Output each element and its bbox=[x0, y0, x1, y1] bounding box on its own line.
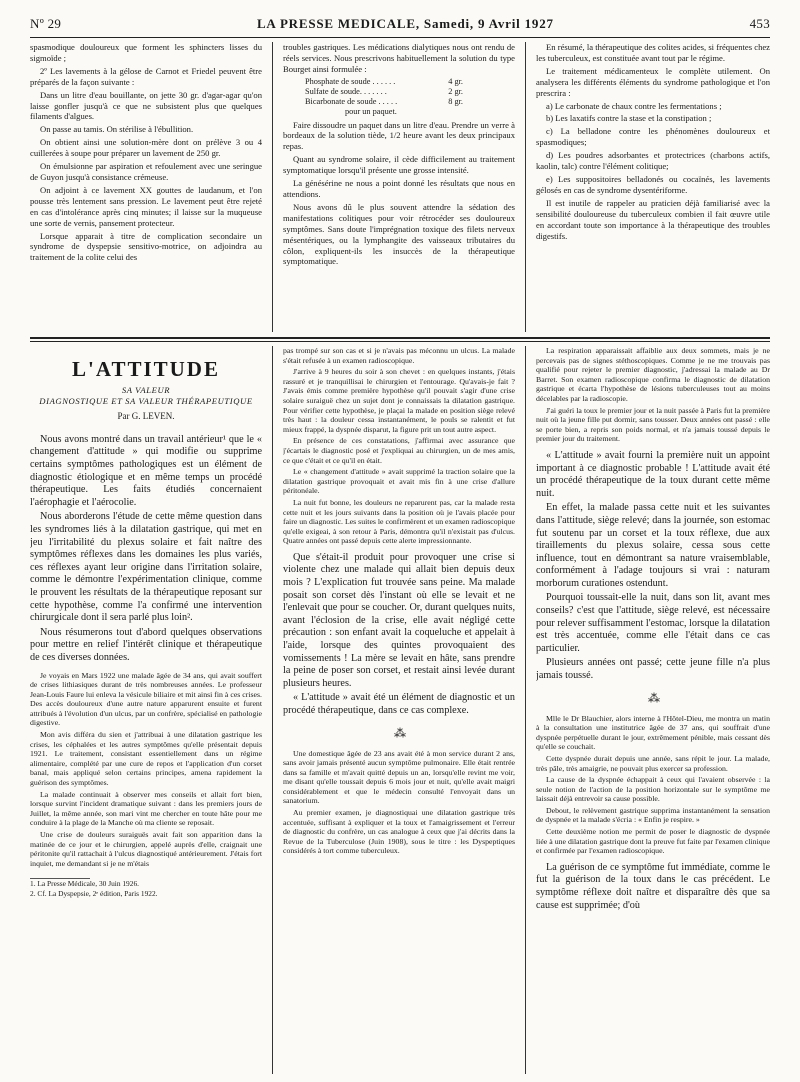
paragraph: La respiration apparaissait affaiblie aux deux sommets, mais je ne percevais pas de signes stéthoscopiques. Comme je ne me trouvais pas qualifié pour rejeter le premier diagnostic, j'adressai la malade au Dr Barret. Son examen radioscopique confirma le diagnostic de dilatation gastrique et écarta l'hypothèse de lésions tuberculeuses tout au moins décelables par la radioscopie. bbox=[536, 346, 770, 403]
column-divider bbox=[272, 346, 273, 1074]
formula-row: Phosphate de soude . . . . . . 4 gr. bbox=[305, 76, 463, 86]
paragraph: La génésérine ne nous a point donné les résultats que nous en attendions. bbox=[283, 178, 515, 199]
paragraph: a) Le carbonate de chaux contre les fermentations ; bbox=[546, 100, 722, 111]
column-divider bbox=[525, 42, 526, 332]
article-column-2 bbox=[283, 346, 515, 1076]
paragraph: « L'attitude » avait été un élément de diagnostic et un procédé thérapeutique, dans ce cas complexe. bbox=[283, 692, 515, 716]
paragraph: Le « changement d'attitude » avait supprimé la traction solaire que la dilatation gastrique provoquait et avait mis fin à une crise d'allure péritonéale. bbox=[283, 467, 515, 496]
paragraph: « L'attitude » avait fourni la première nuit un appoint important à ce diagnostic probable ! L'attitude avait été un procédé thérapeutique de la toux durant cette même nuit. bbox=[536, 449, 770, 499]
formula-table bbox=[305, 77, 515, 118]
paragraph: Une domestique âgée de 23 ans avait été à mon service durant 2 ans, sans avoir jamais présenté aucun symptôme pulmonaire. Elle était rentrée dans sa famille et m'avait quitté depuis un an, lorsqu'elle revint me voir, me disant qu'elle toussait depuis 6 mois jour et nuit, qu'elle avait maigri considérablement et que le médecin consulté l'envoyait dans un sanatorium. bbox=[283, 748, 515, 806]
section-asterism: ⁂ bbox=[648, 690, 658, 705]
paragraph: pas trompé sur son cas et si je n'avais pas méconnu un ulcus. La malade s'était refusée à un examen radioscopique. bbox=[283, 346, 515, 365]
paragraph: Quant au syndrome solaire, il cède difficilement au traitement symptomatique lorsqu'il présente une grosse intensité. bbox=[283, 154, 515, 176]
article-subtitle: SA VALEUR bbox=[121, 384, 171, 395]
paragraph: Dans un litre d'eau bouillante, on jette 30 gr. d'agar-agar qu'on laisse gonfler jusqu'à ce que ne subsistent plus que quelques filaments d'algues. bbox=[30, 89, 262, 122]
issue-number: Nº 29 bbox=[30, 16, 62, 31]
paragraph: La malade continuait à observer mes conseils et allait fort bien, lorsque survint l'incident dramatique suivant : dans les premiers jours de Juillet, la même année, son mari vint me chercher en toute hâte pour me conduire à la plage de la Manche où ma cliente se reposait. bbox=[30, 789, 262, 828]
formula-row: Bicarbonate de soude . . . . . 8 gr. bbox=[305, 97, 463, 107]
paragraph: Faire dissoudre un paquet dans un litre d'eau. Prendre un verre à bordeaux de la solution tiède, 1/2 heure avant les deux principaux repas. bbox=[283, 119, 515, 152]
paragraph: Mlle le Dr Blauchier, alors interne à l'Hôtel-Dieu, me montra un matin à la consultation une institutrice âgée de 37 ans, qui souffrait d'une dyspnée perpétuelle durant le jour, extrêmement pénible, mais cessant dès qu'elle se couchait. bbox=[536, 713, 770, 752]
paragraph: Le traitement médicamenteux le complète utilement. On analysera les différents éléments du syndrome pathologique et l'on prescrira : bbox=[536, 65, 770, 98]
section-rule bbox=[30, 341, 770, 342]
paragraph: troubles gastriques. Les médications dialytiques nous ont rendu de réels services. Nous prescrivons habituellement la solution du type Bourget ainsi formulée : bbox=[283, 42, 515, 74]
paragraph: spasmodique douloureux que forment les sphincters lisses du sigmoïde ; bbox=[30, 42, 262, 63]
column-divider bbox=[525, 346, 526, 1074]
article-title: L'ATTITUDE bbox=[72, 357, 220, 381]
paragraph: Nous avons montré dans un travail antérieur¹ que le « changement d'attitude » qui modifie ou supprime certains symptômes pathologiques est un élément de diagnostic étiologique et en même temps un procédé thérapeutique. Les faits étudiés concernaient l'aérophagie et l'aérocolie. bbox=[30, 433, 262, 508]
paragraph: La cause de la dyspnée échappait à ceux qui l'avaient observée : la seule notion de l'action de la position horizontale sur le symptôme me laissait déjà entrevoir sa cause possible. bbox=[536, 775, 770, 804]
top-column-1 bbox=[30, 42, 262, 332]
paragraph: Une crise de douleurs suraiguës avait fait son apparition dans la matinée de ce jour et le chirurgien, appelé auprès d'elle, craignait une péritonite qu'il rattachait à l'ulcus diagnostiqué antérieurement. J'étais fort inquiet, me demandant si je ne m'étais bbox=[30, 830, 262, 868]
paragraph: Cette deuxième notion me permit de poser le diagnostic de dyspnée liée à une dilatation gastrique dont la preuve fut faite par l'examen clinique et confirmée par l'examen radioscopique. bbox=[536, 827, 770, 856]
paragraph: J'arrive à 9 heures du soir à son chevet : en quelques instants, j'étais rassuré et je tranquillisai le chirurgien et l'entourage. Qu'avais-je fait ? J'avais émis comme première hypothèse qu'il pouvait s'agir d'une crise solaire suraiguë chez un sujet dont je connaissais la dilatation gastrique. Pour vérifier cette hypothèse, je plaçai la malade en position siège relevé très haut : la douleur cessa instantanément, le pouls se ralentit et fut mieux frappé, la dyspnée disparut, la figure prit un tout autre aspect. bbox=[283, 367, 515, 434]
paragraph: J'ai guéri la toux le premier jour et la nuit passée à Paris fut la première nuit où la jeune fille put dormir, sans tousser. Deux années ont passé : elle se porte bien, a repris son poids normal, et n'a jamais toussé depuis le premier jour du traitement. bbox=[536, 405, 770, 444]
article-column-3 bbox=[536, 346, 770, 1076]
paragraph: c) La belladone contre les phénomènes douloureux et spasmodiques; bbox=[536, 126, 770, 148]
paragraph: La nuit fut bonne, les douleurs ne reparurent pas, car la malade resta cette nuit et les jours suivants dans la position où je l'avais placée pour faire un diagnostic. Les suites le confirmèrent et un examen radioscopique qu'elle exigeai, à son retour à Paris, démontra qu'il n'existait pas d'ulcus. Quatre années ont passé depuis cette alerte impressionnante. bbox=[283, 497, 515, 546]
paragraph: On passe au tamis. On stérilise à l'ébullition. bbox=[40, 124, 194, 135]
paragraph: Nous avons dû le plus souvent attendre la sédation des manifestations colitiques pour voir rétrocéder ses douloureux symptômes. Sans doute l'imprégnation toxique des filets nerveux mésentériques, ou la lymphangite des vaisseaux tributaires du côlon, expliquent-ils les insuccès de la thérapeutique symptomatique. bbox=[283, 201, 515, 267]
paragraph: En effet, la malade passa cette nuit et les suivantes dans l'attitude, siège relevé; dans la journée, son estomac fut soutenu par un corset et la toux réflexe, due aux tiraillements du plexus solaire, cessa sous cette influence, tout en démontrant sa nature vraisemblable, conformément à l'adage toujours si vrai : naturam morborum curationes ostendunt. bbox=[536, 502, 770, 589]
paragraph: Cette dyspnée durait depuis une année, sans répit le jour. La malade, très pâle, très amaigrie, ne pouvait plus exercer sa profession. bbox=[536, 753, 770, 773]
column-divider bbox=[272, 42, 273, 332]
paragraph: Plusieurs années ont passé; cette jeune fille n'a plus jamais toussé. bbox=[536, 657, 770, 682]
footnote: 2. Cf. La Dyspepsie, 2ᵉ édition, Paris 1922. bbox=[30, 888, 158, 898]
article-author: Par G. LEVEN. bbox=[117, 410, 175, 421]
top-column-2 bbox=[283, 42, 515, 332]
top-column-3 bbox=[536, 42, 770, 332]
paragraph: Nous aborderons l'étude de cette même question dans les syndromes liés à la dilatation gastrique, qui met en jeu l'irritabilité du plexus solaire et fait naître des symptômes réflexes dans les domaines les plus variés, ces réflexes ayant leur origine dans l'irritation solaire, comme le démontre l'expérimentation clinique, comme le prouvent les résultats de la thérapeutique reposant sur cette hypothèse, comme l'a confirmé une intervention chirurgicale dont il sera parlé plus loin². bbox=[30, 511, 262, 624]
formula-row: Sulfate de soude. . . . . . . 2 gr. bbox=[305, 86, 463, 96]
journal-title: LA PRESSE MEDICALE, Samedi, 9 Avril 1927 bbox=[256, 16, 554, 31]
page-number: 453 bbox=[749, 16, 770, 31]
paragraph: Pourquoi toussait-elle la nuit, dans son lit, avant mes conseils? c'est que l'attitude, siège relevé, est nécessaire pour relever suffisamment l'estomac, lorsque la dilatation est très accentuée, comme elle l'était dans ce cas particulier. bbox=[536, 592, 770, 654]
paragraph: Debout, le relèvement gastrique supprima instantanément la sensation de dyspnée et la malade s'écria : « Enfin je respire. » bbox=[536, 805, 770, 825]
paragraph: Mon avis différa du sien et j'attribuai à une dilatation gastrique les crises, les céphalées et les autres symptômes qu'elle présentait depuis 1921. Le traitement, consistant essentiellement dans un régime alimentaire, complété par une cure de repos et l'application d'un corset banal, mais appliqué selon certains principes, amena rapidement la guérison des symptômes. bbox=[30, 730, 262, 788]
formula-row: pour un paquet. bbox=[345, 107, 397, 117]
paragraph: b) Les laxatifs contre la stase et la constipation ; bbox=[546, 113, 712, 124]
paragraph: On adjoint à ce lavement XX gouttes de laudanum, et l'on pousse très lentement sans pression. Le lavement peut être rejeté en cas d'intolérance après cinq minutes; il laisse sur la muqueuse une sorte de vernis, pansement protecteur. bbox=[30, 184, 262, 228]
paragraph: Il est inutile de rappeler au praticien déjà familiarisé avec la sensibilité douloureuse du tuberculeux combien il fait œuvre utile en accordant toute son importance à la thérapeutique des troubles digestifs. bbox=[536, 197, 770, 241]
paragraph: On émulsionne par aspiration et refoulement avec une seringue de Guyon jusqu'à consistance crémeuse. bbox=[30, 161, 262, 182]
paragraph: La guérison de ce symptôme fut immédiate, comme le fut la guérison de la toux dans le cas précédent. Le symptôme réflexe doit naître et disparaître dès que sa cause est supprimée; d'où bbox=[536, 861, 770, 911]
section-asterism: ⁂ bbox=[394, 725, 404, 740]
running-header bbox=[30, 16, 770, 34]
footnote: 1. La Presse Médicale, 30 Juin 1926. bbox=[30, 879, 139, 889]
paragraph: 2º Les lavements à la gélose de Carnot et Friedel peuvent être préparés de la façon suivante : bbox=[30, 65, 262, 87]
article-column-1 bbox=[30, 346, 262, 1076]
header-rule bbox=[30, 37, 770, 38]
paragraph: Je voyais en Mars 1922 une malade âgée de 34 ans, qui avait souffert de crises lithiasiques durant de très nombreuses années. Le professeur Jean-Louis Faure lui enleva la vésicule biliaire et mit ainsi fin à ces crises. Des accès douloureux d'une autre nature apparurent ensuite et furent attribués à l'évolution d'un ulcus, par un confrère, spécialisé en pathologie digestive. bbox=[30, 670, 262, 728]
paragraph: Lorsque apparait à titre de complication secondaire un syndrome de dyspepsie sensitivo-motrice, on adjoindra au traitement de la colite celui des bbox=[30, 230, 262, 263]
paragraph: En résumé, la thérapeutique des colites acides, si fréquentes chez les tuberculeux, est constituée avant tout par le régime. bbox=[536, 42, 770, 63]
paragraph: e) Les suppositoires belladonés ou cocaïnés, les lavements gélosés en cas de syndrome dysentériforme. bbox=[536, 173, 770, 195]
paragraph: Nous résumerons tout d'abord quelques observations pour mettre en relief l'intérêt clinique et thérapeutique de ces diverses données. bbox=[30, 626, 262, 663]
paragraph: Au premier examen, je diagnostiquai une dilatation gastrique très accentuée, suffisant à expliquer et la toux et l'amaigrissement et l'erreur de diagnostic du confrère, un cas analogue à ceux que j'ai décrits dans la Revue de la Tuberculose (Juin 1908), sous le titre : les Dyspeptiques considérés à tort comme tuberculeux. bbox=[283, 808, 515, 856]
article-subtitle: DIAGNOSTIQUE ET SA VALEUR THÉRAPEUTIQUE bbox=[39, 395, 253, 406]
paragraph: On obtient ainsi une solution-mère dont on prélève 3 ou 4 cuillerées à soupe pour préparer un lavement de 250 gr. bbox=[30, 137, 262, 159]
section-rule bbox=[30, 337, 770, 339]
paragraph: Que s'était-il produit pour provoquer une crise si violente chez une malade qui allait bien depuis deux mois ? L'explication fut trouvée sans peine. Ma malade posait son corset dès l'instant où elle se levait et ne l'enlevait que pour se coucher. Or, durant quelques nuits, avant l'éclosion de la crise, elle avait négligé cette précaution : son enfant avait la coqueluche et appelait à l'aide, lorsque des quintes provoquaient des vomissements ! La mère se levait en hâte, sans prendre la peine de poser son corset, et restait ainsi levée durant plusieurs heures. bbox=[283, 551, 515, 689]
paragraph: d) Les poudres adsorbantes et protectrices (charbons actifs, kaolin, talc) contre l'élément colitique; bbox=[536, 150, 770, 172]
paragraph: En présence de ces constatations, j'affirmai avec assurance que j'écartais le diagnostic posé et j'expliquai au chirurgien, un de mes amis, ce que c'était et ce qu'il en était. bbox=[283, 436, 515, 465]
